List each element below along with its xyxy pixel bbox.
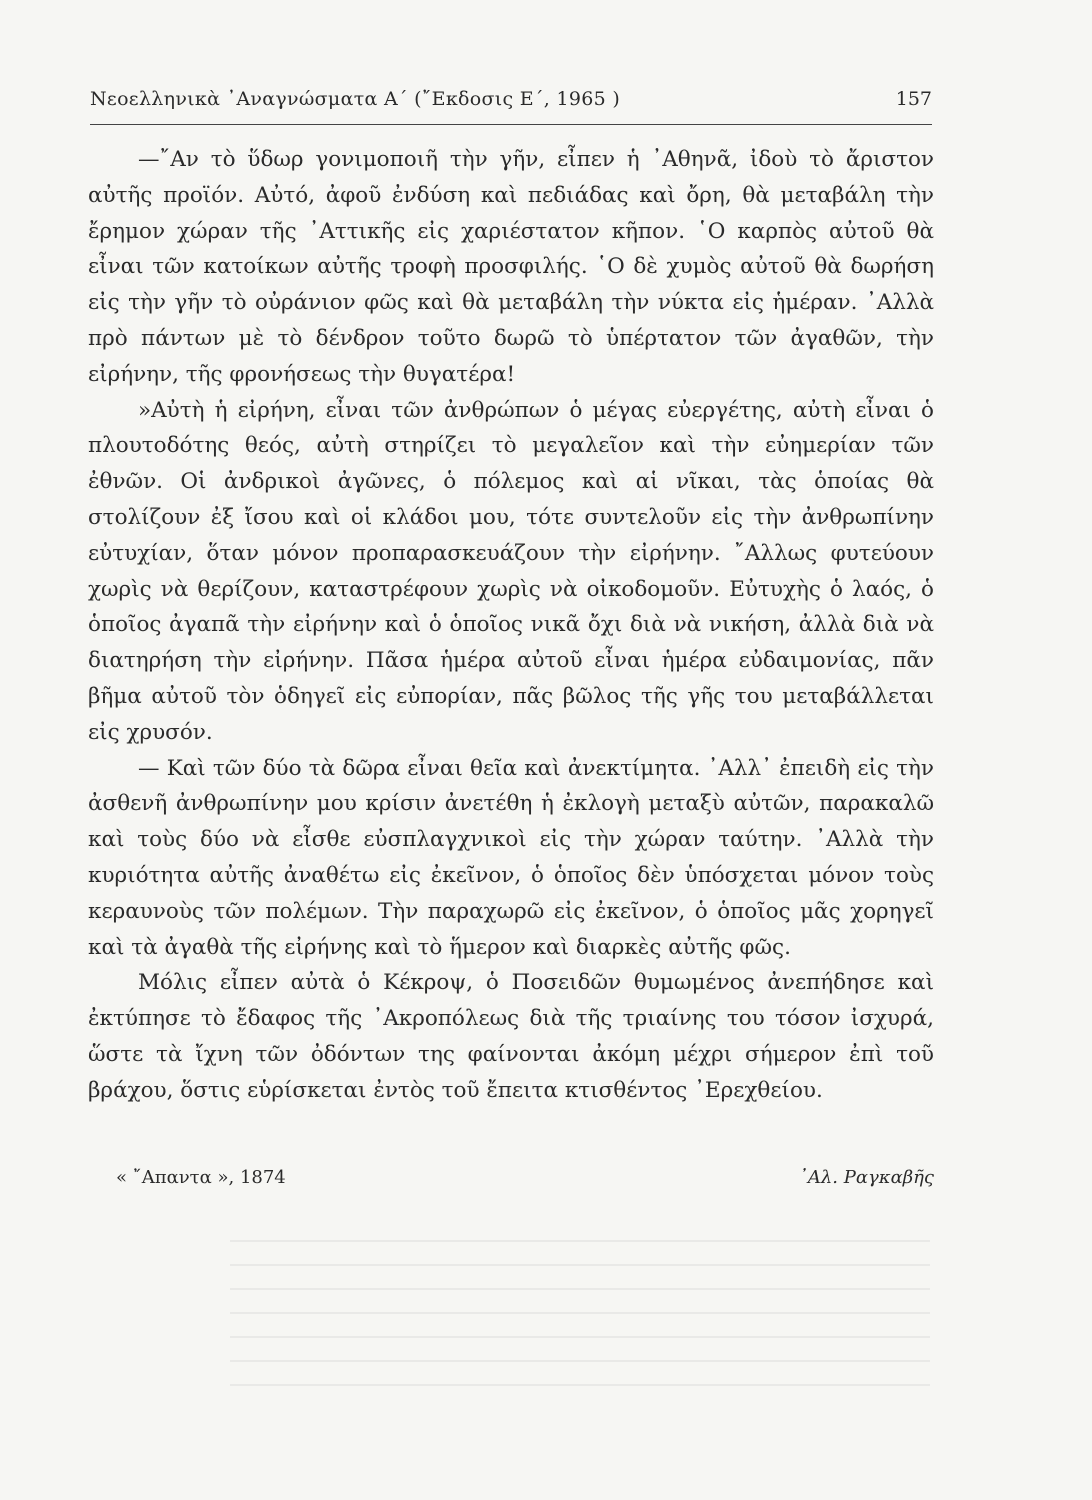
author-name: ᾿Αλ. Ραγκαβῆς: [798, 1167, 934, 1188]
running-head: [90, 88, 932, 118]
header-rule: [90, 124, 932, 125]
paragraph-poseidon-reaction: Μόλις εἶπεν αὐτὰ ὁ Κέκροψ, ὁ Ποσειδῶν θυμωμένος ἀνεπήδησε καὶ ἐκτύπησε τὸ ἔδαφος τῆς ᾿Ακροπόλεως διὰ τῆς τριαίνης του τόσον ἰσχυρά, ὥστε τὰ ἴχνη τῶν ὀδόντων της φαίνονται ἀκόμη μέχρι σήμερον ἐπὶ τοῦ βράχου, ὅστις εὑρίσκεται ἐντὸς τοῦ ἔπειτα κτισθέντος ᾿Ερεχθείου.: [88, 970, 934, 1103]
body-text: [88, 142, 934, 1109]
header-title: Νεοελληνικὰ ᾿Αναγνώσματα Α΄ (῎Εκδοσις Ε΄, 1965 ): [90, 88, 621, 110]
show-through-texture: [230, 1240, 930, 1440]
paragraph-athena-speech: —῎Αν τὸ ὕδωρ γονιμοποιῆ τὴν γῆν, εἶπεν ἡ ᾿Αθηνᾶ, ἰδοὺ τὸ ἄριστον αὐτῆς προϊόν. Αὐτό, ἀφοῦ ἐνδύση καὶ πεδιάδας καὶ ὄρη, θὰ μεταβάλη τὴν ἔρημον χώραν τῆς ᾿Αττικῆς εἰς χαριέστατον κῆπον. ῾Ο καρπὸς αὐτοῦ θὰ εἶναι τῶν κατοίκων αὐτῆς τροφὴ προσφιλής. ῾Ο δὲ χυμὸς αὐτοῦ θὰ δωρήση εἰς τὴν γῆν τὸ οὐράνιον φῶς καὶ θὰ μεταβάλη τὴν νύκτα εἰς ἡμέραν. ᾿Αλλὰ πρὸ πάντων μὲ τὸ δένδρον τοῦτο δωρῶ τὸ ὑπέρτατον τῶν ἀγαθῶν, τὴν εἰρήνην, τῆς φρονήσεως τὴν θυγατέρα!: [88, 147, 934, 387]
paragraph-peace-speech: »Αὐτὴ ἡ εἰρήνη, εἶναι τῶν ἀνθρώπων ὁ μέγας εὐεργέτης, αὐτὴ εἶναι ὁ πλουτοδότης θεός, αὐτὴ στηρίζει τὸ μεγαλεῖον καὶ τὴν εὐημερίαν τῶν ἐθνῶν. Οἱ ἀνδρικοὶ ἀγῶνες, ὁ πόλεμος καὶ αἱ νῖκαι, τὰς ὁποίας θὰ στολίζουν ἐξ ἴσου καὶ οἱ κλάδοι μου, τότε συντελοῦν εἰς τὴν ἀνθρωπίνην εὐτυχίαν, ὅταν μόνον προπαρασκευάζουν τὴν εἰρήνην. ῎Αλλως φυτεύουν χωρὶς νὰ θερίζουν, καταστρέφουν χωρὶς νὰ οἰκοδομοῦν. Εὐτυχὴς ὁ λαός, ὁ ὁποῖος ἀγαπᾶ τὴν εἰρήνην καὶ ὁ ὁποῖος νικᾶ ὄχι διὰ νὰ νικήση, ἀλλὰ διὰ νὰ διατηρήση τὴν εἰρήνην. Πᾶσα ἡμέρα αὐτοῦ εἶναι ἡμέρα εὐδαιμονίας, πᾶν βῆμα αὐτοῦ τὸν ὁδηγεῖ εἰς εὐπορίαν, πᾶς βῶλος τῆς γῆς του μεταβάλλεται εἰς χρυσόν.: [88, 397, 934, 745]
paragraph-cecrops-decision: — Καὶ τῶν δύο τὰ δῶρα εἶναι θεῖα καὶ ἀνεκτίμητα. ᾿Αλλ᾿ ἐπειδὴ εἰς τὴν ἀσθενῆ ἀνθρωπίνην μου κρίσιν ἀνετέθη ἡ ἐκλογὴ μεταξὺ αὐτῶν, παρακαλῶ καὶ τοὺς δύο νὰ εἶσθε εὐσπλαγχνικοὶ εἰς τὴν χώραν ταύτην. ᾿Αλλὰ τὴν κυριότητα αὐτῆς ἀναθέτω εἰς ἐκεῖνον, ὁ ὁποῖος δὲν ὑπόσχεται μόνον τοὺς κεραυνοὺς τῶν πολέμων. Τὴν παραχωρῶ εἰς ἐκεῖνον, ὁ ὁποῖος μᾶς χορηγεῖ καὶ τὰ ἀγαθὰ τῆς εἰρήνης καὶ τὸ ἥμερον καὶ διαρκὲς αὐτῆς φῶς.: [88, 755, 934, 960]
signature-row: [116, 1167, 934, 1197]
source-citation: « ῎Απαντα », 1874: [116, 1167, 286, 1188]
page-number: 157: [895, 88, 932, 110]
